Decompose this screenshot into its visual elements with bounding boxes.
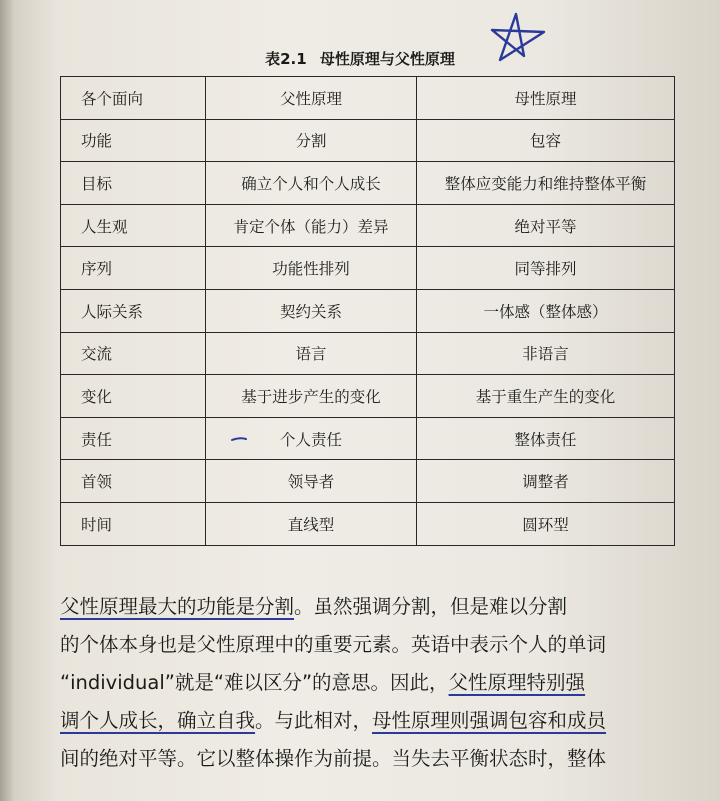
- aspect-cell: 目标: [61, 162, 206, 205]
- paragraph-line: 间的绝对平等。它以整体操作为前提。当失去平衡状态时，整体: [60, 747, 607, 770]
- table-row: [61, 119, 675, 162]
- table-row: [61, 332, 675, 375]
- maternal-cell: 绝对平等: [417, 204, 675, 247]
- paternal-cell: 语言: [206, 332, 417, 375]
- aspect-cell: 时间: [61, 502, 206, 545]
- table-row: [61, 375, 675, 418]
- maternal-cell: 整体责任: [417, 417, 675, 460]
- table-row: [61, 460, 675, 503]
- table-row: [61, 502, 675, 545]
- page-spine-shadow: [0, 0, 14, 801]
- underlined-phrase: 父性原理特别强: [448, 671, 586, 694]
- table-header-row: [61, 77, 675, 120]
- principles-table: [60, 76, 675, 546]
- maternal-cell: 非语言: [417, 332, 675, 375]
- paternal-cell: 直线型: [206, 502, 417, 545]
- paragraph-line: [60, 702, 690, 740]
- paragraph-line: [60, 588, 690, 626]
- aspect-cell: 人生观: [61, 204, 206, 247]
- table-title: 母性原理与父性原理: [319, 50, 455, 68]
- maternal-cell: 圆环型: [417, 502, 675, 545]
- header-cell: 母性原理: [417, 77, 675, 120]
- paternal-cell: 个人责任: [206, 417, 417, 460]
- maternal-cell: 同等排列: [417, 247, 675, 290]
- aspect-cell: 序列: [61, 247, 206, 290]
- table-row: [61, 204, 675, 247]
- paragraph-text: “individual”就是“难以区分”的意思。因此，: [60, 671, 449, 694]
- paternal-cell: 分割: [206, 119, 417, 162]
- maternal-cell: 包容: [417, 119, 675, 162]
- body-paragraph: [60, 588, 690, 778]
- table-row: [61, 289, 675, 332]
- paternal-cell: 肯定个体（能力）差异: [206, 204, 417, 247]
- aspect-cell: 人际关系: [61, 289, 206, 332]
- paternal-cell: 功能性排列: [206, 247, 417, 290]
- paragraph-line: 的个体本身也是父性原理中的重要元素。英语中表示个人的单词: [60, 633, 607, 656]
- aspect-cell: 交流: [61, 332, 206, 375]
- paragraph-line: [60, 664, 690, 702]
- aspect-cell: 责任: [61, 417, 206, 460]
- underlined-phrase: 父性原理最大的功能是分割: [60, 595, 295, 618]
- underlined-phrase: 母性原理则强调包容和成员: [372, 709, 607, 732]
- paragraph-text: 。与此相对，: [255, 709, 373, 732]
- maternal-cell: 一体感（整体感）: [417, 289, 675, 332]
- table-caption: [0, 48, 720, 69]
- maternal-cell: 基于重生产生的变化: [417, 375, 675, 418]
- table-row: [61, 417, 675, 460]
- maternal-cell: 整体应变能力和维持整体平衡: [417, 162, 675, 205]
- paragraph-text: 。虽然强调分割，但是难以分割: [294, 595, 568, 618]
- aspect-cell: 变化: [61, 375, 206, 418]
- header-cell: 各个面向: [61, 77, 206, 120]
- paternal-cell: 确立个人和个人成长: [206, 162, 417, 205]
- paternal-cell: 基于进步产生的变化: [206, 375, 417, 418]
- aspect-cell: 功能: [61, 119, 206, 162]
- paternal-cell: 领导者: [206, 460, 417, 503]
- header-cell: 父性原理: [206, 77, 417, 120]
- table-number: 表2.1: [265, 50, 307, 68]
- maternal-cell: 调整者: [417, 460, 675, 503]
- underlined-phrase: 调个人成长，确立自我: [60, 709, 256, 732]
- table-row: [61, 162, 675, 205]
- table-row: [61, 247, 675, 290]
- aspect-cell: 首领: [61, 460, 206, 503]
- paternal-cell: 契约关系: [206, 289, 417, 332]
